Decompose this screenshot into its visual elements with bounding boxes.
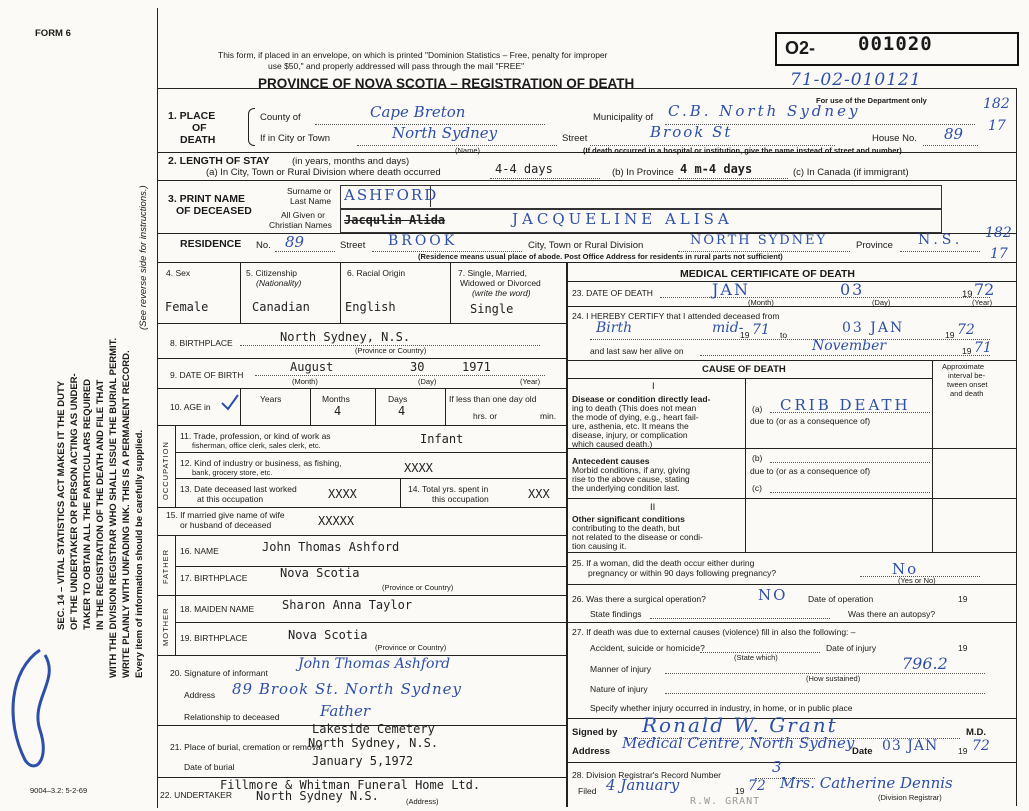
industry-label-1: 12. Kind of industry or business, as fishing, [180, 458, 342, 468]
nature-label: Nature of injury [590, 684, 648, 694]
marital-value: Single [470, 302, 514, 316]
days-value: 4 [398, 404, 406, 418]
stay-b-label: (b) In Province [612, 167, 674, 178]
side-text-6: WRITE PLAINLY WITH UNFADING INK. THIS IS A PERMANENT RECORD. [121, 350, 132, 678]
accident-label: Accident, suicide or homicide? [590, 643, 705, 653]
residence-no-value: 89 [285, 233, 305, 251]
q27-label: 27. If death was due to external causes (violence) fill in also the following: – [572, 627, 856, 637]
r-rule-date [567, 306, 1017, 307]
q25-line-1: 25. If a woman, did the death occur either during [572, 558, 755, 568]
disease-line-1: Disease or condition directly lead- [572, 394, 711, 404]
reg-prefix: O2- [785, 38, 816, 58]
medical-header: MEDICAL CERTIFICATE OF DEATH [680, 268, 855, 280]
roman-1: I [652, 381, 655, 392]
informant-sig-label: 20. Signature of informant [170, 668, 268, 678]
r-rule-q26 [567, 622, 1017, 623]
side-text-3: TAKER TO OBTAIN ALL THE PARTICULARS REQUIRED [82, 378, 93, 630]
burial-date-value: January 5,1972 [312, 754, 414, 768]
q25-sub: (Yes or No) [898, 576, 936, 585]
mother-maiden-value: Sharon Anna Taylor [282, 598, 413, 612]
occupation-split [400, 478, 401, 507]
attended-to: mid- [712, 320, 744, 336]
antecedent-line-3: rise to the above cause, stating [572, 474, 690, 484]
registrar-ink-mark [0, 640, 80, 780]
citizenship-label-2: (Nationality) [256, 278, 302, 288]
parent-col [175, 535, 176, 655]
to-label: to [780, 330, 788, 340]
antecedent-line-1: Antecedent causes [572, 456, 650, 466]
death-date-month: JAN [712, 280, 750, 299]
md-label: M.D. [966, 727, 987, 738]
residence-code-2: 17 [990, 246, 1008, 262]
undertaker-address-sub: (Address) [406, 797, 439, 806]
city-value: North Sydney [392, 124, 498, 142]
undertaker-value-2: North Sydney N.S. [256, 789, 379, 803]
side-text-5: WITH THE DIVISION REGISTRAR WHO SHALL ISSUE THE BURIAL PERMIT. [108, 337, 119, 678]
reg-handwritten: 71-02-010121 [790, 70, 922, 90]
mother-maiden-label: 18. MAIDEN NAME [180, 604, 255, 614]
col-race-right [450, 262, 451, 323]
occupation-row-b [175, 478, 567, 479]
age-check-mark [220, 393, 240, 413]
spouse-label-1: 15. If married give name of wife [166, 510, 285, 520]
dept-use-note: For use of the Department only [816, 96, 927, 105]
disease-line-5: disease, injury, or complication [572, 430, 688, 440]
left-margin-line [157, 8, 158, 808]
marital-label-2: Widowed or Divorced [460, 278, 541, 288]
autopsy-label: Was there an autopsy? [848, 609, 936, 619]
stay-b-value: 4 m-4 days [680, 162, 753, 176]
rule-after-spouse [157, 535, 567, 536]
sign-address-label: Address [572, 746, 611, 757]
burial-value-2: North Sydney, N.S. [308, 736, 439, 750]
informant-signature: John Thomas Ashford [298, 656, 451, 672]
death-date-year: 72 [974, 280, 995, 299]
q27-code: 796.2 [902, 654, 948, 673]
stay-c-label: (c) In Canada (if immigrant) [793, 167, 909, 178]
county-label: County of [260, 112, 301, 123]
registrar-sub: (Division Registrar) [878, 793, 942, 802]
under-day-label: If less than one day old [449, 394, 537, 404]
envelope-note-2: use $50," and properly addressed will pass through the mail "FREE" [268, 61, 525, 71]
stay-a-label: (a) In City, Town or Rural Division where death occurred [206, 167, 441, 178]
due-to-2: due to (or as a consequence of) [750, 466, 871, 476]
stay-label-sub: (in years, months and days) [292, 156, 410, 167]
father-name-value: John Thomas Ashford [262, 540, 400, 554]
injury-date-label: Date of injury [826, 643, 877, 653]
disease-line-4: ure, asthenia, etc. It means the [572, 421, 689, 431]
age-sub-2 [310, 388, 311, 425]
undertaker-label: 22. UNDERTAKER [160, 790, 232, 800]
document-title: PROVINCE OF NOVA SCOTIA – REGISTRATION OF DEATH [258, 76, 635, 91]
roman-2: II [650, 502, 656, 513]
year-19c: 19 [962, 346, 972, 356]
how-sustained: (How sustained) [806, 674, 861, 683]
filed-label: Filed [578, 786, 597, 796]
given-label-2: Christian Names [269, 220, 332, 230]
place-code-1: 182 [983, 96, 1010, 112]
industry-label-2: bank, grocery store, etc. [192, 468, 273, 477]
mother-section-label: MOTHER [161, 607, 170, 646]
city-label: If in City or Town [260, 133, 331, 144]
registrar-stamp: R.W. GRANT [690, 796, 761, 807]
q26-value: NO [758, 586, 788, 604]
burial-label: 21. Place of burial, cremation or removal [170, 742, 323, 752]
death-date-day: 03 [840, 280, 865, 299]
total-years-label-1: 14. Total yrs. spent in [408, 484, 489, 494]
surname-label-2: Last Name [290, 196, 332, 206]
side-note-2: (See reverse side for instructions.) [138, 185, 149, 330]
dob-sub-day: (Day) [418, 377, 437, 386]
col-sex-right [240, 262, 241, 323]
right-border [1016, 88, 1017, 806]
place-brace [248, 108, 255, 146]
r-rule-ii [567, 498, 1017, 499]
death-date-sub-month: (Month) [748, 298, 774, 307]
sign-date-label: Date [852, 746, 873, 757]
r-rule-cause [567, 378, 932, 379]
occupation-row-a [175, 452, 567, 453]
stay-label: 2. LENGTH OF STAY [168, 155, 270, 167]
rule-after-occupation [157, 507, 567, 508]
surname-label-1: Surname or [287, 186, 332, 196]
manner-label: Manner of injury [590, 664, 651, 674]
place-code-2: 17 [988, 118, 1006, 134]
mother-birthplace-label: 19. BIRTHPLACE [180, 633, 248, 643]
approx-2: interval be- [948, 371, 986, 380]
other-line-3: not related to the disease or condi- [572, 532, 703, 542]
street-label: Street [562, 133, 588, 144]
record-value: 3 [772, 758, 782, 776]
injury-year-19: 19 [958, 643, 968, 653]
father-birthplace-sub: (Province or Country) [382, 583, 454, 592]
given-value: JACQUELINE ALISA [512, 210, 733, 228]
residence-province-value: N.S. [918, 232, 964, 248]
filed-year: 72 [748, 778, 766, 794]
name-label-2: OF DECEASED [176, 205, 252, 217]
trade-value: Infant [420, 432, 464, 446]
col-cit-right [340, 262, 341, 323]
sex-value: Female [165, 300, 209, 314]
mother-birthplace-sub: (Province or Country) [375, 643, 447, 652]
rule-after-father [157, 595, 567, 596]
racial-label: 6. Racial Origin [347, 268, 406, 278]
due-to-1: due to (or as a consequence of) [750, 416, 871, 426]
age-sub-4 [445, 388, 446, 425]
residence-city-label: City, Town or Rural Division [528, 240, 644, 251]
death-date-sub-year: (Year) [972, 298, 993, 307]
signed-by-label: Signed by [572, 727, 618, 738]
residence-city-value: NORTH SYDNEY [690, 233, 828, 248]
registrar-signature: Mrs. Catherine Dennis [780, 774, 953, 792]
mother-birthplace-value: Nova Scotia [288, 628, 368, 642]
place-label-3: DEATH [180, 134, 216, 146]
filed-year-19: 19 [735, 786, 745, 796]
total-years-value: XXX [528, 487, 550, 501]
rule-after-personal [157, 323, 567, 324]
municipality-label: Municipality of [593, 112, 654, 123]
house-value: 89 [944, 125, 964, 143]
side-text-2: OF THE UNDERTAKER OR PERSON ACTING AS UNDER- [69, 373, 80, 630]
attended-to-date: 03 JAN [842, 320, 905, 336]
other-line-4: tion causing it. [572, 541, 627, 551]
racial-value: English [345, 300, 396, 314]
relationship-value: Father [320, 702, 371, 720]
antecedent-line-2: Morbid conditions, if any, giving [572, 465, 690, 475]
under-day-min: min. [540, 411, 557, 421]
street-value: Brook St [650, 123, 733, 141]
birthplace-value: North Sydney, N.S. [280, 330, 411, 344]
trade-label-2: fisherman, office clerk, sales clerk, etc. [192, 441, 321, 450]
spouse-value: XXXXX [318, 514, 355, 528]
physician-signature: Ronald W. Grant [642, 713, 838, 737]
r-cause-col [932, 360, 933, 552]
rule-after-stay [157, 180, 1017, 181]
months-label: Months [322, 394, 350, 404]
r-rule-certify [567, 360, 1017, 361]
marital-label-3: (write the word) [472, 288, 531, 298]
rule-after-dob [157, 388, 567, 389]
record-label: 28. Division Registrar's Record Number [572, 770, 722, 780]
dob-year: 1971 [462, 360, 491, 374]
residence-label: RESIDENCE [180, 238, 242, 250]
burial-value-1: Lakeside Cemetery [312, 722, 435, 736]
name-sub: (Name) [455, 146, 481, 155]
birthplace-label: 8. BIRTHPLACE [170, 338, 233, 348]
left-col-cause [745, 378, 746, 552]
sign-date-value: 03 JAN [882, 738, 939, 754]
op-year-19: 19 [958, 594, 968, 604]
stay-a-value: 4-4 days [495, 162, 553, 176]
county-value: Cape Breton [370, 103, 466, 121]
given-struck: Jacqulin Alida [344, 213, 446, 227]
age-sub-1 [240, 388, 241, 425]
cause-header: CAUSE OF DEATH [702, 364, 786, 375]
other-line-2: contributing to the death, but [572, 523, 680, 533]
age-label: 10. AGE in [170, 402, 211, 412]
residence-code-1: 182 [985, 225, 1012, 241]
burial-date-label: Date of burial [184, 762, 235, 772]
disease-line-3: the mode of dying, e.g., heart fail- [572, 412, 699, 422]
last-worked-value: XXXX [328, 487, 357, 501]
occupation-label: OCCUPATION [161, 441, 170, 500]
name-label-1: 3. PRINT NAME [168, 193, 246, 205]
days-label: Days [388, 394, 408, 404]
residence-street-label: Street [340, 240, 366, 251]
birthplace-sub: (Province or Country) [355, 346, 427, 355]
dob-month: August [290, 360, 334, 374]
rule-after-residence [157, 262, 1017, 263]
certify-label: 24. I HEREBY CERTIFY that I attended deceased from [572, 311, 780, 321]
house-label: House No. [872, 133, 917, 144]
year-19a: 19 [740, 330, 750, 340]
last-worked-label-1: 13. Date deceased last worked [180, 484, 297, 494]
place-label-2: OF [192, 122, 207, 134]
q25-line-2: pregnancy or within 90 days following pregnancy? [588, 568, 777, 578]
rule-after-birthplace [157, 358, 567, 359]
q26-label: 26. Was there a surgical operation? [572, 594, 706, 604]
citizenship-label-1: 5. Citizenship [246, 268, 298, 278]
disease-line-6: which caused death.) [572, 439, 653, 449]
rule-mid-mother [175, 622, 567, 623]
place-label-1: 1. PLACE [168, 110, 216, 122]
form-number: FORM 6 [35, 28, 71, 39]
undertaker-value-1: Fillmore & Whitman Funeral Home Ltd. [220, 778, 481, 792]
years-label: Years [260, 394, 282, 404]
findings-label: State findings [590, 609, 642, 619]
cause-b-label: (b) [752, 453, 763, 463]
informant-address-label: Address [184, 690, 216, 700]
total-years-label-2: this occupation [432, 494, 489, 504]
father-section-label: FATHER [161, 548, 170, 584]
rule-after-age [157, 425, 567, 426]
residence-note: (Residence means usual place of abode. Post Office Address for residents in rural parts not sufficient) [418, 252, 783, 261]
cause-c-label: (c) [752, 483, 762, 493]
sign-year: 72 [972, 738, 990, 754]
rule-mid-father [175, 566, 567, 567]
months-value: 4 [334, 404, 342, 418]
informant-address-value: 89 Brook St. North Sydney [232, 680, 462, 698]
father-name-label: 16. NAME [180, 546, 219, 556]
surname-value: ASHFORD [344, 186, 439, 204]
approx-1: Approximate [942, 362, 985, 371]
side-text-1: SEC. 14 – VITAL STATISTICS ACT MAKES IT THE DUTY [56, 380, 67, 630]
last-worked-label-2: at this occupation [197, 494, 264, 504]
cause-a-label: (a) [752, 404, 763, 414]
residence-province-label: Province [856, 240, 893, 251]
antecedent-line-4: the underlying condition last. [572, 483, 680, 493]
r-rule-sign [567, 762, 1017, 763]
spouse-label-2: or husband of deceased [180, 520, 272, 530]
under-day-hrs: hrs. or [473, 411, 498, 421]
last-saw-label: and last saw her alive on [590, 346, 684, 356]
year-a: 71 [752, 322, 770, 338]
dob-sub-month: (Month) [292, 377, 318, 386]
municipality-value: C.B. North Sydney [668, 102, 861, 120]
attended-from: Birth [596, 320, 633, 336]
dob-sub-year: (Year) [520, 377, 541, 386]
industry-value: XXXX [404, 461, 433, 475]
death-date-label: 23. DATE OF DEATH [572, 288, 653, 298]
r-rule-q25 [567, 584, 1017, 585]
residence-no-label: No. [256, 240, 271, 251]
year-19b: 19 [945, 330, 955, 340]
envelope-note-1: This form, if placed in an envelope, on which is printed "Dominion Statistics – Free, penalty for improper [218, 50, 608, 60]
death-date-year-prefix: 19 [962, 289, 973, 300]
sign-year-19: 19 [958, 746, 968, 756]
dob-label: 9. DATE OF BIRTH [170, 370, 244, 380]
r-rule-header [567, 281, 1017, 282]
reg-number: 001020 [858, 33, 933, 55]
disease-line-2: ing to death (This does not mean [572, 403, 697, 413]
side-text-4: IN THE REGISTRATION OF THE DEATH AND FILE THAT [95, 379, 106, 630]
state-which: (State which) [734, 653, 778, 662]
trade-label-1: 11. Trade, profession, or kind of work as [180, 431, 331, 441]
residence-street-value: BROOK [388, 233, 458, 249]
age-sub-3 [375, 388, 376, 425]
approx-4: and death [950, 389, 984, 398]
marital-label-1: 7. Single, Married, [458, 268, 527, 278]
hospital-note: (If death occurred in a hospital or institution, give the name instead of street and number) [583, 146, 902, 155]
side-note-1: Every item of information should be carefully supplied. [134, 429, 145, 678]
r-rule-other [567, 552, 1017, 553]
death-date-sub-day: (Day) [872, 298, 891, 307]
given-label-1: All Given or [281, 210, 325, 220]
sign-address-value: Medical Centre, North Sydney [622, 734, 855, 752]
form-code: 9004–3.2: 5-2-69 [30, 786, 88, 795]
sex-label: 4. Sex [166, 268, 191, 278]
filed-value: 4 January [606, 776, 680, 794]
father-birthplace-value: Nova Scotia [280, 566, 360, 580]
specify-label: Specify whether injury occurred in industry, in home, or in public place [590, 703, 853, 713]
q25-value: No [892, 560, 919, 578]
dob-day: 30 [410, 360, 425, 374]
cause-a-value: CRIB DEATH [780, 396, 911, 414]
year-c: 71 [974, 340, 992, 356]
relationship-label: Relationship to deceased [184, 712, 280, 722]
father-birthplace-label: 17. BIRTHPLACE [180, 573, 248, 583]
other-line-1: Other significant conditions [572, 514, 685, 524]
op-date-label: Date of operation [808, 594, 874, 604]
citizenship-value: Canadian [252, 300, 310, 314]
occupation-col [175, 425, 176, 507]
approx-3: tween onset [947, 380, 988, 389]
last-saw-value: November [812, 338, 887, 354]
year-b: 72 [957, 322, 975, 338]
